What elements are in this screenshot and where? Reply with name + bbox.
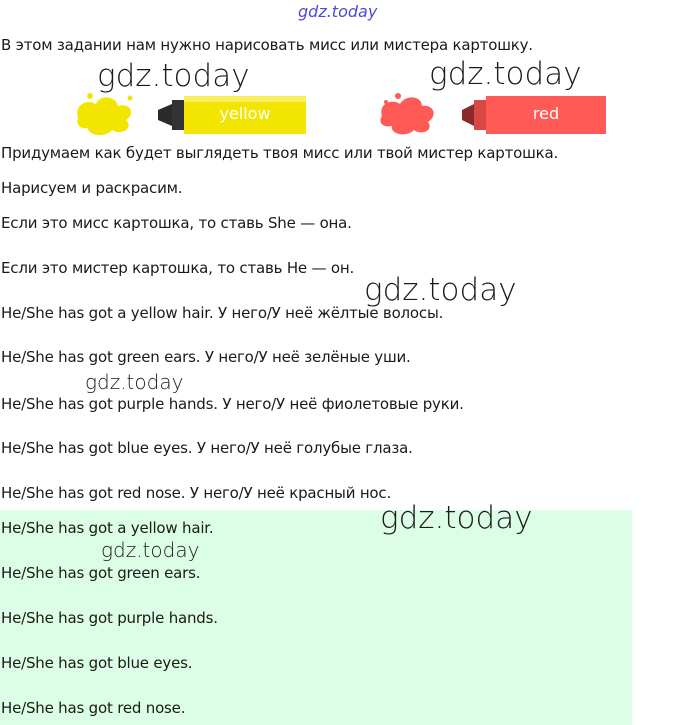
- answer-line: He/She has got green ears.: [1, 564, 201, 582]
- watermark-answer-right: gdz.today: [380, 500, 533, 536]
- translation-line: He/She has got purple hands. У него/У неё фиолетовые руки.: [1, 395, 464, 413]
- instruction-line: Нарисуем и раскрасим.: [1, 179, 183, 197]
- translation-line: He/She has got blue eyes. У него/У неё голубые глаза.: [1, 439, 413, 457]
- translation-line: He/She has got red nose. У него/У неё красный нос.: [1, 484, 392, 502]
- translation-line: He/She has got green ears. У него/У неё зелёные уши.: [1, 348, 411, 366]
- answer-line: He/She has got purple hands.: [1, 609, 218, 627]
- answer-line: He/She has got blue eyes.: [1, 654, 193, 672]
- intro-text: В этом задании нам нужно нарисовать мисс или мистера картошку.: [1, 36, 533, 54]
- answer-line: He/She has got a yellow hair.: [1, 519, 214, 537]
- watermark-small-mid: gdz.today: [85, 370, 184, 394]
- yellow-marker-label: yellow: [219, 104, 271, 123]
- watermark-red: gdz.today: [429, 56, 582, 92]
- red-marker-label: red: [532, 104, 560, 123]
- watermark-yellow: gdz.today: [97, 58, 250, 94]
- instruction-line: Если это мисс картошка, то ставь She — она.: [1, 214, 352, 232]
- translation-line: He/She has got a yellow hair. У него/У неё жёлтые волосы.: [1, 304, 444, 322]
- yellow-marker-image: [74, 92, 306, 138]
- answer-line: He/She has got red nose.: [1, 699, 186, 717]
- instruction-line: Придумаем как будет выглядеть твоя мисс или твой мистер картошка.: [1, 144, 559, 162]
- watermark-top: gdz.today: [298, 2, 378, 21]
- instruction-line: Если это мистер картошка, то ставь He — он.: [1, 259, 355, 277]
- watermark-answer-small: gdz.today: [101, 538, 200, 562]
- red-marker-image: [376, 92, 606, 138]
- watermark-mid: gdz.today: [364, 272, 517, 308]
